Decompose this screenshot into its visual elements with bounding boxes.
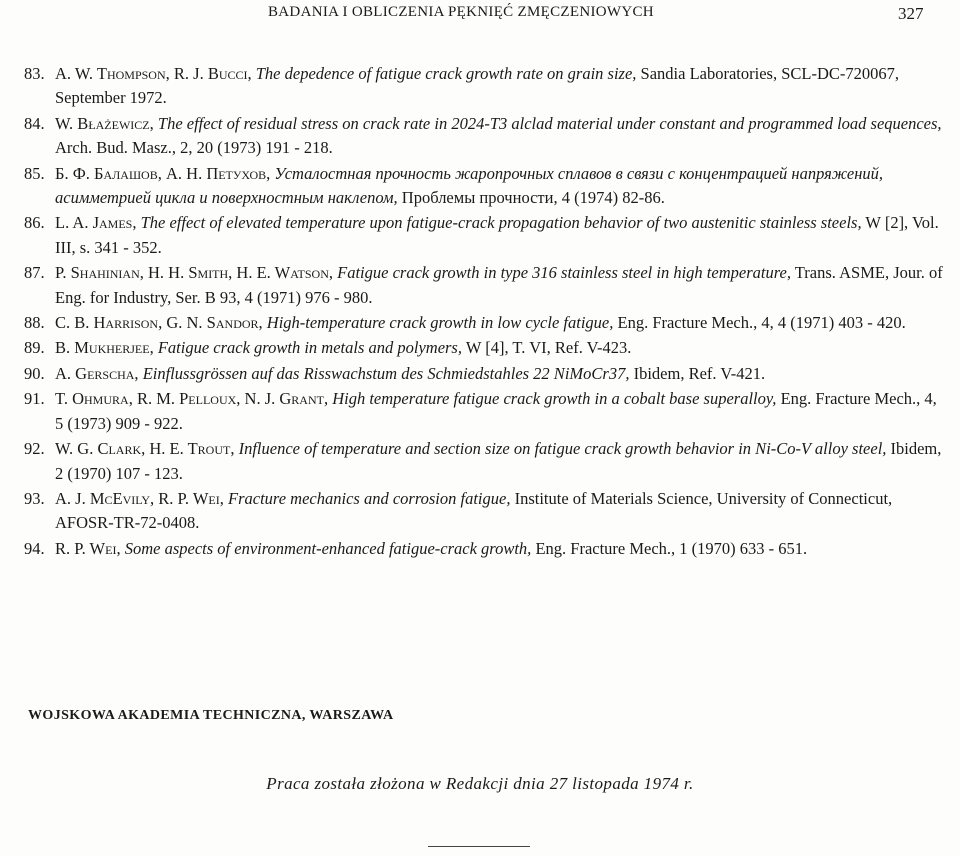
reference-source: Institute of Materials Science, University of Connecticut, AFOSR-TR-72-0408.	[55, 488, 893, 533]
reference-title: High-temperature crack growth in low cycle fatigue,	[266, 313, 614, 333]
reference-number: 83.	[24, 64, 45, 83]
reference-item	[24, 261, 948, 310]
reference-authors: W. Błażewicz,	[55, 113, 154, 133]
reference-item	[24, 112, 948, 161]
reference-source: Eng. Fracture Mech., 4, 5 (1973) 909 - 922.	[55, 389, 937, 433]
reference-number: 89.	[24, 338, 45, 358]
reference-number: 92.	[24, 439, 45, 459]
reference-title: The effect of elevated temperature upon fatigue-crack propagation behavior of two austenitic stainless steels,	[140, 213, 862, 233]
reference-item	[24, 362, 948, 386]
reference-authors: L. A. James,	[55, 213, 137, 233]
running-title: BADANIA I OBLICZENIA PĘKNIĘĆ ZMĘCZENIOWYCH	[268, 4, 654, 20]
reference-item	[24, 62, 948, 111]
reference-item	[24, 537, 948, 561]
reference-number: 93.	[24, 488, 45, 508]
reference-title: Fatigue crack growth in type 316 stainless steel in high temperature,	[337, 263, 791, 283]
reference-number: 87.	[24, 263, 45, 283]
reference-authors: P. Shahinian, H. H. Smith, H. E. Watson,	[55, 263, 333, 283]
reference-source: Ibidem, 2 (1970) 107 - 123.	[55, 439, 942, 483]
footer-rule	[428, 846, 530, 847]
reference-list	[24, 62, 948, 561]
reference-source: Sandia Laboratories, SCL-DC-720067, September 1972.	[55, 64, 899, 108]
reference-source: W [4], T. VI, Ref. V-423.	[465, 338, 632, 358]
reference-title: Einflussgrössen auf das Risswachstum des Schmiedstahles 22 NiMoCr37,	[142, 363, 630, 383]
reference-number: 86.	[24, 213, 45, 233]
reference-authors: C. B. Harrison, G. N. Sandor,	[55, 313, 263, 333]
reference-authors: A. Gerscha,	[55, 363, 139, 383]
reference-title: Influence of temperature and section size on fatigue crack growth behavior in Ni-Co-V alloy steel,	[238, 439, 887, 459]
reference-authors: A. J. McEvily, R. P. Wei,	[55, 488, 224, 508]
page-header	[0, 4, 960, 26]
reference-title: Fracture mechanics and corrosion fatigue,	[228, 488, 511, 508]
reference-number: 84.	[24, 113, 45, 133]
reference-number: 94.	[24, 538, 45, 558]
reference-item	[24, 487, 948, 536]
reference-source: Eng. Fracture Mech., 1 (1970) 633 - 651.	[535, 538, 808, 558]
reference-authors: Б. Ф. Балашов, А. Н. Петухов,	[55, 163, 271, 183]
reference-title: The effect of residual stress on crack rate in 2024-T3 alclad material under constant and programmed load sequences,	[157, 113, 942, 133]
reference-item	[24, 162, 948, 211]
reference-number: 88.	[24, 313, 45, 333]
institution-affiliation: WOJSKOWA AKADEMIA TECHNICZNA, WARSZAWA	[28, 708, 394, 723]
reference-item	[24, 211, 948, 260]
reference-title: Усталостная прочность жаропрочных сплавов в связи с концентрацией напряжений, асимметрией цикла и поверхностным наклепом,	[55, 163, 884, 208]
reference-authors: R. P. Wei,	[55, 538, 121, 558]
reference-title: High temperature fatigue crack growth in a cobalt base superalloy,	[332, 389, 777, 409]
reference-source: Ibidem, Ref. V-421.	[633, 363, 766, 383]
reference-authors: B. Mukherjee,	[55, 338, 154, 358]
reference-source: Trans. ASME, Jour. of Eng. for Industry, Ser. B 93, 4 (1971) 976 - 980.	[55, 263, 943, 307]
received-date-note: Praca została złożona w Redakcji dnia 27 listopada 1974 r.	[266, 774, 694, 793]
reference-authors: W. G. Clark, H. E. Trout,	[55, 439, 235, 459]
reference-item	[24, 437, 948, 486]
reference-source: W [2], Vol. III, s. 341 - 352.	[55, 213, 939, 257]
reference-title: Fatigue crack growth in metals and polymers,	[157, 338, 462, 358]
reference-item	[24, 336, 948, 360]
reference-number: 91.	[24, 389, 45, 409]
page-number: 327	[898, 4, 924, 23]
reference-item	[24, 387, 948, 436]
reference-source: Проблемы прочности, 4 (1974) 82-86.	[401, 188, 665, 208]
reference-number: 90.	[24, 363, 45, 383]
reference-authors: T. Ohmura, R. M. Pelloux, N. J. Grant,	[55, 389, 329, 409]
reference-number: 85.	[24, 163, 45, 183]
reference-source: Arch. Bud. Masz., 2, 20 (1973) 191 - 218.	[55, 138, 333, 158]
reference-source: Eng. Fracture Mech., 4, 4 (1971) 403 - 420.	[617, 313, 906, 333]
reference-title: Some aspects of environment-enhanced fatigue-crack growth,	[124, 538, 532, 558]
reference-item	[24, 311, 948, 335]
reference-authors: A. W. Thompson, R. J. Bucci,	[55, 64, 252, 83]
reference-title: The depedence of fatigue crack growth rate on grain size,	[255, 64, 637, 83]
